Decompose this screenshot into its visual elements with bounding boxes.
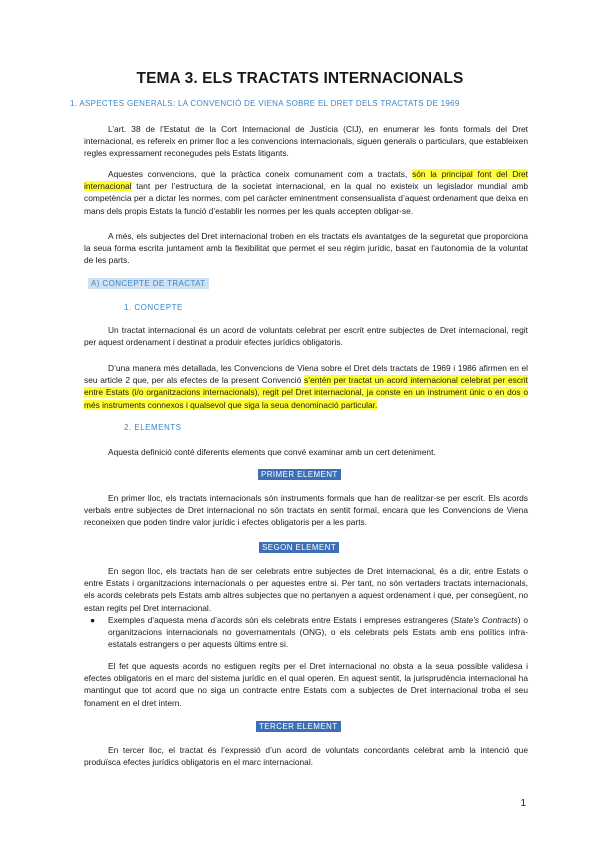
subsection-a-heading: A) CONCEPTE DE TRACTAT (88, 278, 209, 289)
paragraph-validesa: El fet que aquests acords no estiguen regits per el Dret internacional no obsta a la seua possible validesa i efectes obligatoris en el marc del sistema jurídic en el qual operen. En aquest sentit, la jurisprudència internacional ha mantingut que tot acord que no siga un contracte entre Estats com a subjectes de Dret internacional troba el seu fonament en el dret intern. (84, 661, 528, 708)
italic-term: State’s Contracts (453, 615, 518, 625)
paragraph-definicio: Un tractat internacional és un acord de voluntats celebrat per escrit entre subjectes de Dret internacional, regit per aquest ordenament i destinat a produir efectes jurídics obligatoris. (84, 325, 528, 348)
bullet-text (108, 614, 528, 651)
text-run: ) o organitzacions internacionals no governamentals (ONG), o els celebrats pels Estats amb ens polítics infra-estatals estrangers o per aquests últims entre si. (108, 615, 528, 650)
heading-concepte: 1. CONCEPTE (124, 303, 183, 312)
text-run: tant per l’estructura de la societat internacional, en la qual no existeix un legislador mundial amb competència per a dictar les normes, com pel caràcter eminentment consensualista d’aquest ordenament que deixa en mans dels propis Estats la funció d’establir les normes per les quals accepten obligar-se. (84, 181, 528, 216)
paragraph-convencions-viena (84, 362, 528, 411)
badge-segon-element: SEGON ELEMENT (259, 542, 339, 553)
paragraph-elements-intro: Aquesta definició conté diferents elements que convé examinar amb un cert deteniment. (108, 447, 436, 457)
paragraph-tercer-element: En tercer lloc, el tractat és l’expressió d’un acord de voluntats concordants celebrat amb la intenció que produïsca efectes jurídics obligatoris en el marc internacional. (84, 745, 528, 768)
badge-tercer-element: TERCER ELEMENT (256, 721, 341, 732)
highlighted-text: s’entén per tractat un acord internacional celebrat per escrit entre Estats (i/o organitzacions internacionals), regit pel Dret internacional, ja conste en un instrument únic o en dos o més instruments connexos i qualsevol que siga la seua denominació particular. (84, 375, 528, 410)
paragraph-avantatges: A més, els subjectes del Dret internacional troben en els tractats els avantatges de la seguretat que proporciona la seua forma escrita juntament amb la flexibilitat que permet el seu règim jurídic, basat en l’autonomia de la voluntat de les parts. (84, 231, 528, 266)
text-run: Aquestes convencions, que la pràctica coneix comunament com a tractats, (108, 169, 413, 179)
heading-elements: 2. ELEMENTS (124, 423, 182, 432)
paragraph-segon-element: En segon lloc, els tractats han de ser celebrats entre subjectes de Dret internacional, és a dir, entre Estats o entre Estats i organitzacions internacionals o per aquestes entre si. Per tant, no són vertaders tractats internacionals, els acords celebrats pels Estats amb altres subjectes que no pertanyen a aquest ordenament i que, per consegüent, no estan regits pel Dret internacional. (84, 566, 528, 613)
page-number: 1 (520, 798, 526, 809)
paragraph-convencions (84, 168, 528, 217)
badge-primer-element: PRIMER ELEMENT (258, 469, 341, 480)
bullet-icon: ● (90, 615, 96, 625)
page-title: TEMA 3. ELS TRACTATS INTERNACIONALS (136, 70, 464, 87)
highlighted-text: són la principal font del Dret internacional (84, 169, 529, 192)
paragraph-art38: L’art. 38 de l’Estatut de la Cort Internacional de Justícia (CIJ), en enumerar les fonts formals del Dret internacional, es refereix en primer lloc a les convencions internacionals, siguen generals o particulars, que estableixen regles expressament reconegudes pels Estats litigants. (84, 124, 528, 159)
text-run: D’una manera més detallada, les Convencions de Viena sobre el Dret dels tractats de 1969 i 1986 afirmen en el seu article 2 que, per als efectes de la present Convenció (84, 363, 528, 386)
section-heading-1: 1. ASPECTES GENERALS: LA CONVENCIÓ DE VIENA SOBRE EL DRET DELS TRACTATS DE 1969 (70, 99, 460, 108)
paragraph-primer-element: En primer lloc, els tractats internacionals són instruments formals que han de realitzar-se per escrit. Els acords verbals entre subjectes de Dret internacional no són tractats en sentit formal, encara que les Convencions de Viena reconeixen que poden tindre valor jurídic i efectes obligatoris per a les parts. (84, 493, 528, 528)
text-run: Exemples d’aquesta mena d’acords són els celebrats entre Estats i empreses estrangeres ( (108, 615, 454, 625)
